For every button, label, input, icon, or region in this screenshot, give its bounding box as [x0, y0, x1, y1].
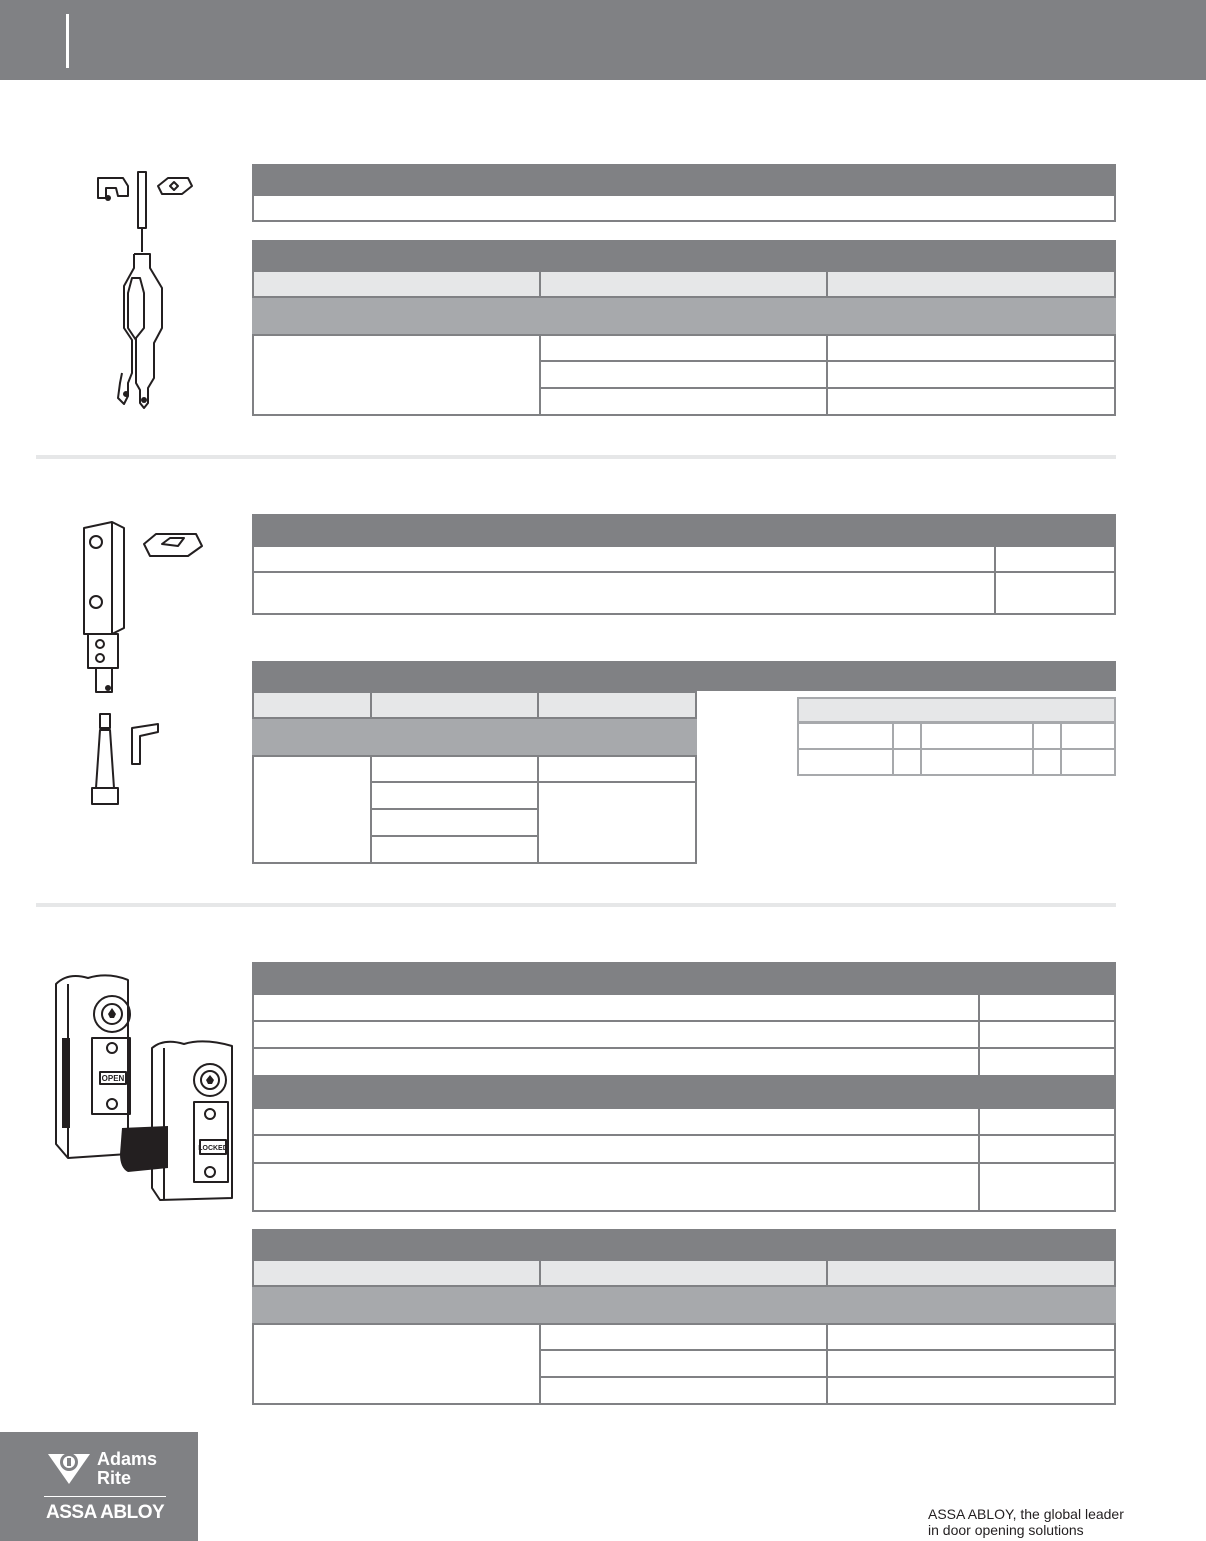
s1-table2-colhead-3 — [826, 270, 1116, 298]
s3-table2-colhead-1 — [252, 1259, 541, 1287]
s2-table1-header — [252, 514, 996, 545]
s3-table1-subheader-right — [978, 1077, 1116, 1107]
section-divider — [36, 455, 1116, 459]
s2-table2-merged-cell — [252, 755, 372, 864]
header-accent-line — [66, 14, 69, 68]
s3-table1-row — [252, 1047, 980, 1077]
s2-table2-merged-cell — [537, 781, 697, 864]
s1-table2-subheader — [252, 298, 1116, 334]
footer-tagline-line1: ASSA ABLOY, the global leader — [928, 1506, 1124, 1522]
s3-table1-header-right — [978, 962, 1116, 993]
s3-table1-row — [252, 1162, 980, 1212]
s2-table1-header-right — [994, 514, 1116, 545]
s3-table2-merged-cell — [252, 1323, 541, 1405]
footer-tagline-line2: in door opening solutions — [928, 1522, 1084, 1538]
s2-side-table-cell — [797, 748, 894, 776]
brand-name-line2: Rite — [97, 1468, 132, 1488]
s3-table1-subheader — [252, 1077, 980, 1107]
s1-table2-colhead-2 — [539, 270, 828, 298]
deadlock-housing-illustration — [48, 968, 244, 1204]
section-divider — [36, 903, 1116, 907]
s2-side-table-cell — [920, 748, 1034, 776]
s1-table2-cell — [539, 334, 828, 362]
s3-table1-row-value — [978, 1134, 1116, 1164]
s1-table1-row — [252, 194, 1116, 222]
flush-bolt-illustration — [72, 518, 212, 818]
s3-table1-row — [252, 1134, 980, 1164]
s2-side-table-cell — [1032, 722, 1062, 750]
brand-parent-name: ASSA ABLOY — [46, 1502, 165, 1523]
s2-table1-row — [252, 571, 996, 615]
s2-table2-colhead-1 — [252, 691, 372, 719]
s2-table2-cell — [370, 755, 539, 783]
s2-table1-row-value — [994, 571, 1116, 615]
s2-table2-cell — [370, 781, 539, 810]
indicator-open-label: OPEN — [101, 1074, 125, 1083]
s2-side-table-header — [797, 697, 1116, 723]
s2-side-table-cell — [1060, 722, 1116, 750]
page-header-bar — [0, 0, 1206, 80]
s1-table2-cell — [539, 387, 828, 416]
s3-table1-row — [252, 993, 980, 1022]
s3-table2-header — [252, 1229, 1116, 1259]
s2-table1-row-value — [994, 545, 1116, 573]
s3-table2-cell — [539, 1349, 828, 1378]
s1-table2-merged-cell — [252, 334, 541, 416]
s3-table2-colhead-3 — [826, 1259, 1116, 1287]
s1-table2-cell — [826, 360, 1116, 389]
s1-table2-cell — [826, 387, 1116, 416]
s3-table1-row-value — [978, 1047, 1116, 1077]
s3-table1-row-value — [978, 993, 1116, 1022]
s2-side-table-cell — [892, 748, 922, 776]
s1-table2-colhead-1 — [252, 270, 541, 298]
adams-rite-logo-icon — [44, 1444, 94, 1490]
s3-table2-subheader — [252, 1287, 1116, 1323]
s2-side-table-cell — [920, 722, 1034, 750]
s2-side-table-cell — [1032, 748, 1062, 776]
s2-table2-colhead-2 — [370, 691, 539, 719]
s2-table2-cell — [370, 808, 539, 837]
s3-table2-cell — [826, 1323, 1116, 1351]
s1-table2-header — [252, 240, 1116, 270]
s3-table2-cell — [826, 1349, 1116, 1378]
footer-tagline — [928, 1506, 1188, 1538]
s3-table1-row-value — [978, 1020, 1116, 1049]
s3-table1-row — [252, 1107, 980, 1136]
rod-guide-hardware-illustration — [88, 168, 200, 412]
s3-table1-row — [252, 1020, 980, 1049]
indicator-locked-label: LOCKED — [198, 1145, 228, 1152]
brand-name-line1: Adams — [97, 1449, 158, 1469]
s1-table2-cell — [539, 360, 828, 389]
s1-table2-cell — [826, 334, 1116, 362]
s3-table1-row-value — [978, 1107, 1116, 1136]
s2-table2-header — [252, 661, 1116, 691]
s2-side-table-cell — [1060, 748, 1116, 776]
s3-table1-header — [252, 962, 980, 993]
s3-table2-cell — [539, 1376, 828, 1405]
s2-side-table-cell — [892, 722, 922, 750]
s2-table2-colhead-3 — [537, 691, 697, 719]
s3-table1-row-value — [978, 1162, 1116, 1212]
s2-side-table-cell — [797, 722, 894, 750]
s1-table1-header — [252, 164, 1116, 194]
s2-table2-subheader — [252, 719, 697, 755]
s2-table1-row — [252, 545, 996, 573]
s2-table2-cell — [370, 835, 539, 864]
s3-table2-cell — [826, 1376, 1116, 1405]
s2-table2-cell — [537, 755, 697, 783]
brand-divider — [44, 1496, 166, 1497]
s3-table2-cell — [539, 1323, 828, 1351]
s3-table2-colhead-2 — [539, 1259, 828, 1287]
